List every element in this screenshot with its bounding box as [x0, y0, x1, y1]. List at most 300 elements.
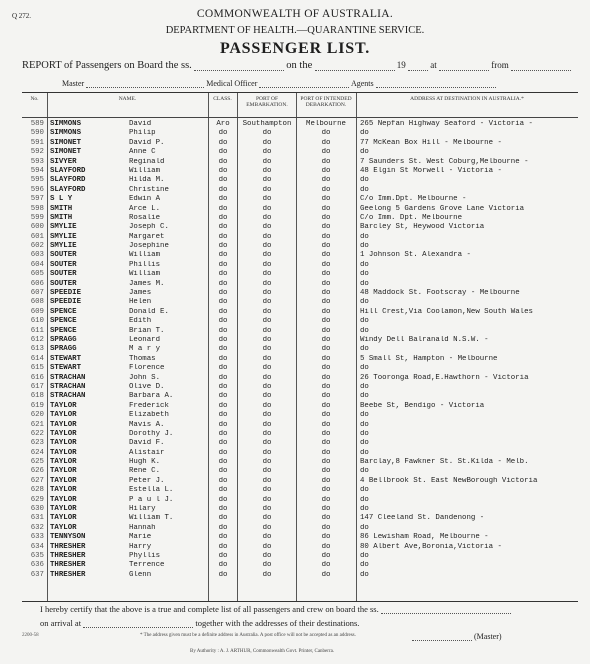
port-of-embarkation: do [262, 335, 272, 344]
passenger-class: do [218, 561, 228, 570]
passenger-given-name: Thomas [129, 354, 156, 363]
table-row [22, 298, 578, 307]
passenger-number: 633 [30, 533, 44, 542]
passenger-given-name: William T. [129, 514, 174, 523]
passenger-class: do [218, 260, 228, 269]
passenger-number: 632 [30, 523, 44, 532]
passenger-surname: SPENCE [50, 307, 77, 316]
table-row [22, 514, 578, 523]
port-of-embarkation: do [262, 533, 272, 542]
ship-name-field [194, 62, 284, 71]
table-row [22, 383, 578, 392]
passenger-class: do [218, 514, 228, 523]
passenger-given-name: Margaret [129, 232, 165, 241]
passenger-number: 634 [30, 542, 44, 551]
destination-address: do [360, 448, 369, 457]
port-of-embarkation: do [262, 307, 272, 316]
passenger-surname: TAYLOR [50, 411, 77, 420]
passenger-given-name: Reginald [129, 157, 165, 166]
header-department: DEPARTMENT OF HEALTH.—QUARANTINE SERVICE. [165, 25, 425, 36]
destination-address: do [360, 185, 369, 194]
port-of-debarkation: do [321, 523, 331, 532]
medical-officer-field [259, 79, 349, 88]
port-of-embarkation: do [262, 411, 272, 420]
passenger-given-name: David [129, 120, 152, 128]
table-row [22, 402, 578, 411]
master-field [86, 79, 204, 88]
passenger-given-name: Alistair [129, 448, 165, 457]
port-of-embarkation: do [262, 392, 272, 401]
passenger-class: do [218, 429, 228, 438]
passenger-class: do [218, 458, 228, 467]
table-row [22, 270, 578, 279]
passenger-class: do [218, 270, 228, 279]
port-of-debarkation: do [321, 185, 331, 194]
port-of-debarkation: do [321, 467, 331, 476]
port-of-embarkation: do [262, 242, 272, 251]
master-signature-label: (Master) [474, 632, 502, 641]
header-rule [22, 117, 578, 118]
destination-address: Windy Dell Balranald N.S.W. - [360, 335, 489, 344]
passenger-surname: SPRAGG [50, 335, 77, 344]
passenger-given-name: John S. [129, 373, 161, 382]
destination-address: do [360, 382, 369, 391]
table-row [22, 355, 578, 364]
passenger-class: do [218, 382, 228, 391]
passenger-given-name: Frederick [129, 401, 169, 410]
passenger-class: do [218, 232, 228, 241]
table-row [22, 467, 578, 476]
port-of-debarkation: do [321, 157, 331, 166]
passenger-surname: TAYLOR [50, 505, 77, 514]
table-row [22, 148, 578, 157]
passenger-surname: TAYLOR [50, 439, 77, 448]
port-of-embarkation: do [262, 317, 272, 326]
passenger-surname: SMYLIE [50, 242, 77, 251]
passenger-class: do [218, 476, 228, 485]
port-of-debarkation: do [321, 317, 331, 326]
passenger-number: 612 [30, 335, 44, 344]
passenger-surname: SIMONET [50, 138, 82, 147]
passenger-number: 603 [30, 251, 44, 260]
port-of-debarkation: do [321, 448, 331, 457]
passenger-class: do [218, 176, 228, 185]
passenger-given-name: Glenn [129, 570, 152, 579]
passenger-table [22, 92, 578, 602]
passenger-number: 622 [30, 429, 44, 438]
passenger-given-name: Harry [129, 542, 152, 551]
table-row [22, 242, 578, 251]
form-print-code: 2200-58 [22, 633, 39, 638]
passenger-surname: TAYLOR [50, 523, 77, 532]
port-of-debarkation: do [321, 551, 331, 560]
port-of-embarkation: do [262, 185, 272, 194]
passenger-surname: SMITH [50, 204, 73, 213]
passenger-given-name: Arce L. [129, 204, 161, 213]
page-title: PASSENGER LIST. [219, 40, 371, 57]
passenger-number: 589 [30, 120, 44, 128]
passenger-number: 615 [30, 364, 44, 373]
arrival-field [83, 619, 193, 628]
port-of-debarkation: do [321, 166, 331, 175]
port-of-debarkation: do [321, 392, 331, 401]
table-row [22, 561, 578, 570]
port-of-embarkation: do [262, 458, 272, 467]
port-of-debarkation: do [321, 486, 331, 495]
port-of-embarkation: do [262, 148, 272, 157]
port-of-embarkation: do [262, 373, 272, 382]
destination-address: 48 Elgin St Morwell - Victoria - [360, 166, 502, 175]
passenger-given-name: William [129, 270, 161, 279]
passenger-surname: SOUTER [50, 260, 77, 269]
passenger-class: do [218, 335, 228, 344]
passenger-number: 614 [30, 354, 44, 363]
passenger-class: do [218, 204, 228, 213]
port-of-embarkation: do [262, 486, 272, 495]
passenger-given-name: Edith [129, 317, 152, 326]
table-row [22, 195, 578, 204]
passenger-surname: SPEEDIE [50, 298, 82, 307]
destination-address: do [360, 551, 369, 560]
destination-address: 86 Lewisham Road, Melbourne - [360, 533, 489, 542]
destination-address: do [360, 317, 369, 326]
port-of-embarkation: do [262, 448, 272, 457]
passenger-surname: SOUTER [50, 270, 77, 279]
passenger-number: 629 [30, 495, 44, 504]
passenger-number: 595 [30, 176, 44, 185]
passenger-surname: STEWART [50, 364, 82, 373]
passenger-class: do [218, 195, 228, 204]
passenger-class: do [218, 317, 228, 326]
passenger-given-name: Dorothy J. [129, 429, 174, 438]
passenger-given-name: Terrence [129, 561, 165, 570]
passenger-class: do [218, 354, 228, 363]
port-of-debarkation: do [321, 429, 331, 438]
passenger-surname: TAYLOR [50, 476, 77, 485]
report-line [22, 60, 578, 71]
table-row [22, 186, 578, 195]
passenger-given-name: Phyllis [129, 551, 161, 560]
passenger-surname: TENNYSON [50, 533, 86, 542]
destination-address: 147 Cleeland St. Dandenong - [360, 514, 485, 523]
passenger-given-name: Josephine [129, 242, 169, 251]
table-row [22, 336, 578, 345]
passenger-surname: SIMONET [50, 148, 82, 157]
destination-address: Barclay,8 Fawkner St. St.Kilda - Melb. [360, 458, 529, 467]
port-of-debarkation: do [321, 289, 331, 298]
passenger-number: 631 [30, 514, 44, 523]
port-of-debarkation: do [321, 382, 331, 391]
passenger-given-name: Mavis A. [129, 420, 165, 429]
passenger-class: do [218, 279, 228, 288]
port-of-debarkation: do [321, 373, 331, 382]
port-of-debarkation: do [321, 326, 331, 335]
passenger-number: 630 [30, 505, 44, 514]
printer-imprint: By Authority : A. J. ARTHUR, Commonwealth Govt. Printer, Canberra. [190, 649, 335, 654]
passenger-class: do [218, 138, 228, 147]
passenger-class: do [218, 411, 228, 420]
passenger-number: 597 [30, 195, 44, 204]
table-row [22, 458, 578, 467]
port-of-embarkation: do [262, 495, 272, 504]
port-of-embarkation: do [262, 176, 272, 185]
destination-address: 48 Maddock St. Footscray - Melbourne [360, 289, 520, 298]
passenger-number: 611 [30, 326, 44, 335]
destination-address: C/o Imm. Dpt. Melbourne [360, 213, 463, 222]
port-of-debarkation: do [321, 148, 331, 157]
port-of-embarkation: do [262, 223, 272, 232]
passenger-surname: STRACHAN [50, 382, 86, 391]
port-of-embarkation: do [262, 289, 272, 298]
passenger-surname: TAYLOR [50, 448, 77, 457]
passenger-surname: STEWART [50, 354, 82, 363]
port-of-debarkation: do [321, 242, 331, 251]
passenger-given-name: Brian T. [129, 326, 165, 335]
table-row [22, 449, 578, 458]
passenger-given-name: David F. [129, 439, 165, 448]
port-of-embarkation: do [262, 166, 272, 175]
passenger-number: 600 [30, 223, 44, 232]
destinations-text: together with the addresses of their destinations. [195, 618, 360, 628]
port-of-embarkation: do [262, 345, 272, 354]
table-row [22, 374, 578, 383]
passenger-surname: SMYLIE [50, 232, 77, 241]
passenger-class: do [218, 523, 228, 532]
port-of-embarkation: do [262, 382, 272, 391]
passenger-number: 592 [30, 148, 44, 157]
passenger-number: 593 [30, 157, 44, 166]
col-header-debarkation: PORT OF INTENDED DEBARKATION. [300, 96, 352, 108]
arrival-line [40, 618, 359, 628]
passenger-number: 608 [30, 298, 44, 307]
passenger-surname: SIMMONS [50, 120, 82, 128]
passenger-number: 606 [30, 279, 44, 288]
port-of-debarkation: do [321, 533, 331, 542]
passenger-number: 596 [30, 185, 44, 194]
table-row [22, 543, 578, 552]
col-header-embarkation: PORT OF EMBARKATION. [246, 96, 288, 108]
table-row [22, 205, 578, 214]
port-of-debarkation: do [321, 411, 331, 420]
table-row [22, 158, 578, 167]
passenger-given-name: Donald E. [129, 307, 169, 316]
passenger-class: do [218, 570, 228, 579]
destination-address: 26 Tooronga Road,E.Hawthorn - Victoria [360, 373, 529, 382]
passenger-class: do [218, 439, 228, 448]
address-footnote: * The address given must be a definite address in Australia. A post office will not be accepted as an address. [140, 633, 356, 638]
passenger-given-name: Elizabeth [129, 411, 169, 420]
master-line [22, 79, 578, 88]
passenger-class: do [218, 392, 228, 401]
destination-address: do [360, 364, 369, 373]
passenger-surname: SLAYFORD [50, 176, 86, 185]
destination-address: 1 Johnson St. Alexandra - [360, 251, 471, 260]
port-of-debarkation: do [321, 138, 331, 147]
passenger-class: do [218, 289, 228, 298]
port-of-debarkation: do [321, 213, 331, 222]
certification-ship-field [381, 605, 511, 614]
table-row [22, 439, 578, 448]
port-of-embarkation: do [262, 138, 272, 147]
table-row [22, 308, 578, 317]
passenger-surname: SMYLIE [50, 223, 77, 232]
table-row [22, 317, 578, 326]
passenger-given-name: Edwin A [129, 195, 161, 204]
destination-address: do [360, 242, 369, 251]
passenger-given-name: Anne C [129, 148, 156, 157]
passenger-class: do [218, 185, 228, 194]
passenger-surname: TAYLOR [50, 495, 77, 504]
passenger-given-name: Hannah [129, 523, 156, 532]
destination-address: 7 Saunders St. West Coburg,Melbourne - [360, 157, 529, 166]
destination-address: do [360, 420, 369, 429]
passenger-given-name: Hilda M. [129, 176, 165, 185]
port-of-embarkation: do [262, 157, 272, 166]
port-of-debarkation: do [321, 251, 331, 260]
report-from: from [491, 60, 509, 70]
port-of-embarkation: do [262, 561, 272, 570]
passenger-surname: SPENCE [50, 326, 77, 335]
passenger-number: 605 [30, 270, 44, 279]
destination-address: do [360, 570, 369, 579]
report-on-the: on the [286, 60, 313, 71]
port-of-debarkation: do [321, 354, 331, 363]
passenger-rows [22, 120, 578, 580]
passenger-surname: SOUTER [50, 251, 77, 260]
passenger-surname: S L Y [50, 195, 73, 204]
passenger-surname: SIMMONS [50, 129, 82, 138]
passenger-class: do [218, 326, 228, 335]
table-row [22, 280, 578, 289]
table-row [22, 486, 578, 495]
report-at: at [430, 60, 437, 70]
table-row [22, 214, 578, 223]
port-of-embarkation: do [262, 232, 272, 241]
port-of-embarkation: do [262, 204, 272, 213]
passenger-number: 601 [30, 232, 44, 241]
passenger-number: 590 [30, 129, 44, 138]
destination-address: 77 McKean Box Hill - Melbourne - [360, 138, 502, 147]
port-of-debarkation: do [321, 439, 331, 448]
table-row [22, 392, 578, 401]
passenger-surname: TAYLOR [50, 420, 77, 429]
passenger-class: do [218, 345, 228, 354]
port-of-embarkation: do [262, 420, 272, 429]
table-row [22, 223, 578, 232]
passenger-number: 607 [30, 289, 44, 298]
table-row [22, 251, 578, 260]
table-row [22, 524, 578, 533]
passenger-surname: TAYLOR [50, 486, 77, 495]
passenger-number: 609 [30, 307, 44, 316]
passenger-number: 627 [30, 476, 44, 485]
table-row [22, 261, 578, 270]
agents-field [376, 79, 496, 88]
destination-address: Hill Crest,Via Coolamon,New South Wales [360, 307, 533, 316]
port-of-embarkation: do [262, 298, 272, 307]
passenger-class: do [218, 542, 228, 551]
table-row [22, 411, 578, 420]
table-row [22, 120, 578, 129]
destination-address: do [360, 429, 369, 438]
passenger-number: 617 [30, 382, 44, 391]
port-of-debarkation: do [321, 279, 331, 288]
passenger-surname: TAYLOR [50, 514, 77, 523]
port-of-debarkation: do [321, 195, 331, 204]
passenger-given-name: David P. [129, 138, 165, 147]
passenger-number: 619 [30, 401, 44, 410]
passenger-class: do [218, 420, 228, 429]
destination-address: do [360, 467, 369, 476]
table-row [22, 327, 578, 336]
passenger-given-name: Rene C. [129, 467, 161, 476]
passenger-given-name: Phillis [129, 260, 161, 269]
header-commonwealth: COMMONWEALTH OF AUSTRALIA. [196, 8, 394, 20]
passenger-surname: THRESHER [50, 551, 86, 560]
col-header-name: NAME. [118, 96, 137, 102]
passenger-class: do [218, 213, 228, 222]
passenger-class: do [218, 551, 228, 560]
port-of-debarkation: do [321, 345, 331, 354]
master-signature-field [412, 632, 472, 641]
certification-line [40, 604, 511, 614]
passenger-class: do [218, 401, 228, 410]
port-of-debarkation: do [321, 270, 331, 279]
port-of-debarkation: do [321, 561, 331, 570]
passenger-number: 635 [30, 551, 44, 560]
port-of-debarkation: do [321, 223, 331, 232]
passenger-class: do [218, 242, 228, 251]
table-row [22, 421, 578, 430]
passenger-given-name: Leonard [129, 335, 161, 344]
passenger-number: 624 [30, 448, 44, 457]
port-of-embarkation: do [262, 551, 272, 560]
passenger-class: do [218, 157, 228, 166]
port-of-debarkation: do [321, 401, 331, 410]
port-of-debarkation: do [321, 260, 331, 269]
passenger-given-name: P a u l J. [129, 495, 174, 504]
port-of-embarkation: do [262, 514, 272, 523]
port-of-debarkation: do [321, 364, 331, 373]
passenger-number: 623 [30, 439, 44, 448]
port-of-embarkation: do [262, 505, 272, 514]
table-row [22, 496, 578, 505]
destination-address: do [360, 298, 369, 307]
passenger-number: 604 [30, 260, 44, 269]
passenger-number: 594 [30, 166, 44, 175]
passenger-number: 618 [30, 392, 44, 401]
port-of-debarkation: do [321, 176, 331, 185]
passenger-given-name: Olive D. [129, 382, 165, 391]
passenger-given-name: William [129, 166, 161, 175]
passenger-class: do [218, 364, 228, 373]
table-row [22, 176, 578, 185]
port-of-embarkation: Southampton [242, 120, 292, 128]
destination-address: C/o Imm.Dpt. Melbourne - [360, 195, 467, 204]
col-header-no: No. [30, 96, 39, 102]
passenger-number: 591 [30, 138, 44, 147]
passenger-given-name: James M. [129, 279, 165, 288]
passenger-class: do [218, 448, 228, 457]
destination-address: do [360, 411, 369, 420]
col-header-address: ADDRESS AT DESTINATION IN AUSTRALIA.* [410, 96, 524, 102]
table-row [22, 552, 578, 561]
passenger-surname: SIVYER [50, 157, 77, 166]
passenger-surname: THRESHER [50, 561, 86, 570]
passenger-given-name: Hilary [129, 505, 156, 514]
passenger-surname: SMITH [50, 213, 73, 222]
passenger-number: 613 [30, 345, 44, 354]
